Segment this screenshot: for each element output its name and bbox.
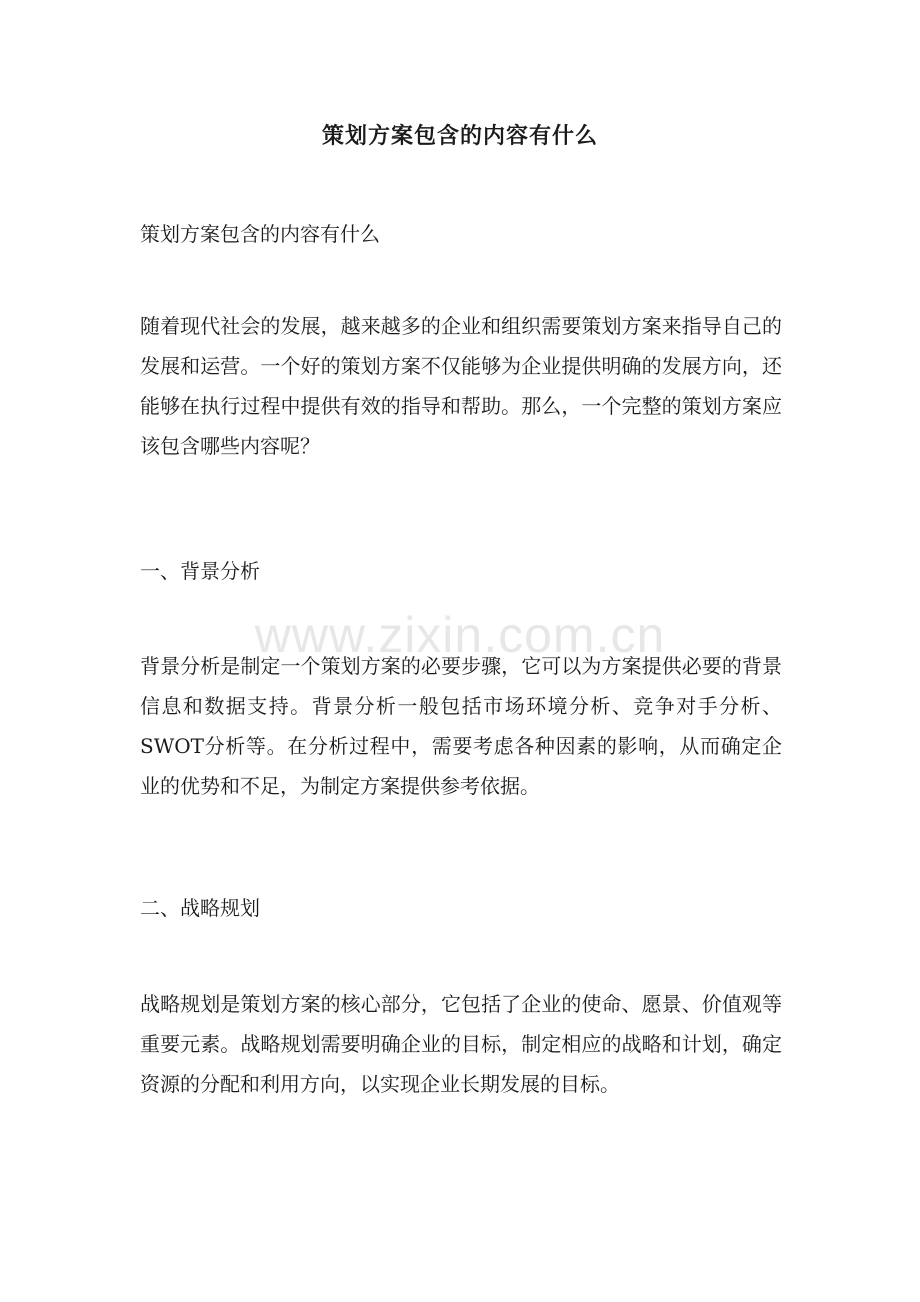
section-body-background: 背景分析是制定一个策划方案的必要步骤，它可以为方案提供必要的背景信息和数据支持。背景分析一般包括市场环境分析、竞争对手分析、SWOT分析等。在分析过程中，需要考虑各种因素的影响，从而确定企业的优势和不足，为制定方案提供参考依据。	[140, 654, 782, 798]
section-heading-strategy: 二、战略规划	[140, 896, 260, 920]
section-body-strategy: 战略规划是策划方案的核心部分，它包括了企业的使命、愿景、价值观等重要元素。战略规划需要明确企业的目标，制定相应的战略和计划，确定资源的分配和利用方向，以实现企业长期发展的目标。	[140, 992, 782, 1096]
document-title: 策划方案包含的内容有什么	[321, 123, 598, 149]
section-heading-background: 一、背景分析	[140, 559, 260, 583]
watermark: www.zixin.com.cn	[254, 607, 666, 663]
document-subtitle: 策划方案包含的内容有什么	[140, 222, 380, 246]
intro-paragraph: 随着现代社会的发展，越来越多的企业和组织需要策划方案来指导自己的发展和运营。一个好的策划方案不仅能够为企业提供明确的发展方向，还能够在执行过程中提供有效的指导和帮助。那么，一个完整的策划方案应该包含哪些内容呢？	[140, 314, 782, 458]
